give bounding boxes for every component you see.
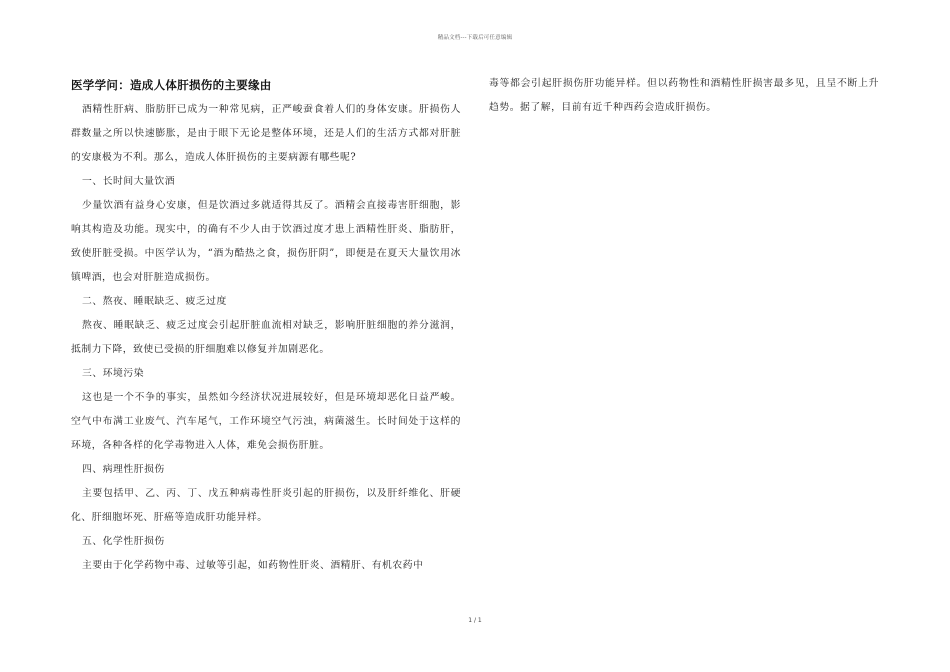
intro-paragraph: 酒精性肝病、脂肪肝已成为一种常见病，正严峻蚕食着人们的身体安康。肝损伤人群数量之所以快速膨胀，是由于眼下无论是整体环境，还是人们的生活方式都对肝脏的安康极为不利。那么，造成人体肝损伤的主要病源有哪些呢? [71,104,461,163]
section-body-5: 主要由于化学药物中毒、过敏等引起，如药物性肝炎、酒精肝、有机农药中 [82,560,424,571]
section-body-4: 主要包括甲、乙、丙、丁、戊五种病毒性肝炎引起的肝损伤，以及肝纤维化、肝硬化、肝细胞坏死、肝癌等造成肝功能异样。 [71,488,461,523]
page-header: 精品文档---下载后可任意编辑 [437,35,513,41]
left-column [71,72,461,578]
section-heading-4: 四、病理性肝损伤 [82,464,165,475]
page-number: 1 / 1 [468,617,482,624]
section-heading-1: 一、长时间大量饮酒 [82,176,176,187]
section-heading-3: 三、环境污染 [82,368,145,379]
continuation-paragraph: 毒等都会引起肝损伤肝功能异样。但以药物性和酒精性肝损害最多见，且呈不断上升趋势。据了解，目前有近千种西药会造成肝损伤。 [489,78,879,113]
right-column [489,72,879,120]
section-body-2: 熬夜、睡眠缺乏、疲乏过度会引起肝脏血流相对缺乏，影响肝脏细胞的养分滋润，抵制力下降，致使已受损的肝细胞难以修复并加剧恶化。 [71,320,461,355]
section-body-1: 少量饮酒有益身心安康，但是饮酒过多就适得其反了。酒精会直接毒害肝细胞，影响其构造及功能。现实中，的确有不少人由于饮酒过度才患上酒精性肝炎、脂肪肝，致使肝脏受损。中医学认为，“酒为酷热之食，损伤肝阴”，即便是在夏天大量饮用冰镇啤酒，也会对肝脏造成损伤。 [71,200,461,283]
section-body-3: 这也是一个不争的事实，虽然如今经济状况进展较好，但是环境却恶化日益严峻。空气中布满工业废气、汽车尾气，工作环境空气污浊，病菌滋生。长时间处于这样的环境，各种各样的化学毒物进入人体，难免会损伤肝脏。 [71,392,461,451]
article-title: 医学学问：造成人体肝损伤的主要缘由 [71,78,272,92]
section-heading-5: 五、化学性肝损伤 [82,536,165,547]
section-heading-2: 二、熬夜、睡眠缺乏、疲乏过度 [82,296,227,307]
